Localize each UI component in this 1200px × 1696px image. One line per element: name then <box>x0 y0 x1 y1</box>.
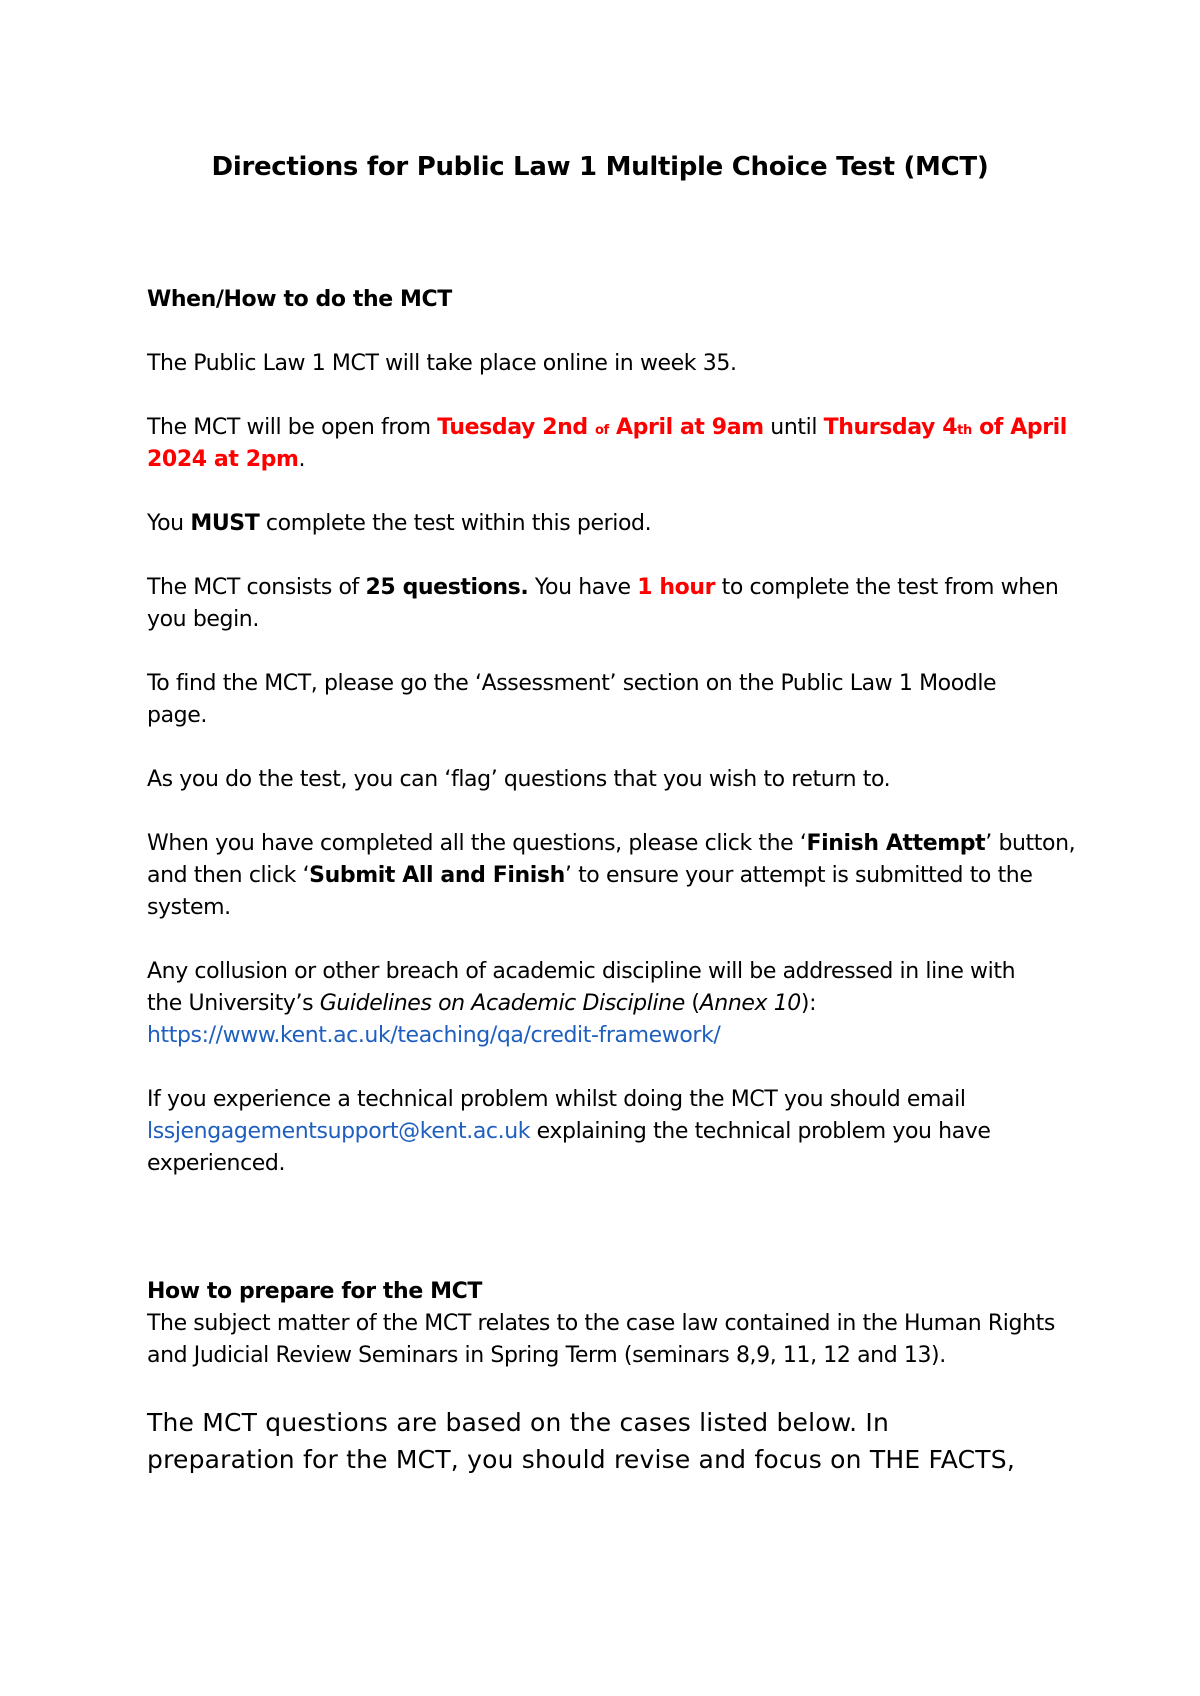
question-count: 25 questions. <box>365 575 529 600</box>
open-date-time: April at 9am <box>608 415 764 440</box>
section-heading-when-how: When/How to do the MCT <box>147 287 452 312</box>
text: ’ to ensure your attempt is submitted to the <box>564 863 1033 888</box>
paragraph-cases-intro: The MCT questions are based on the cases listed below. In <box>147 1408 890 1437</box>
support-email-link[interactable]: lssjengagementsupport@kent.ac.uk <box>147 1119 531 1144</box>
paragraph-collusion-cont <box>147 988 816 1020</box>
paragraph-technical: If you experience a technical problem whilst doing the MCT you should email <box>147 1087 966 1112</box>
close-date-month: of April <box>971 415 1067 440</box>
paragraph-finish-cont <box>147 860 1032 892</box>
text: and then click ‘ <box>147 863 310 888</box>
text: ( <box>684 991 700 1016</box>
paragraph-open-dates-cont <box>147 444 305 476</box>
text: You have <box>528 575 638 600</box>
paragraph-must-complete <box>147 508 651 540</box>
close-date-suffix: th <box>957 423 972 438</box>
text: You <box>147 511 191 536</box>
open-date-of: of <box>594 423 609 438</box>
credit-framework-link[interactable]: https://www.kent.ac.uk/teaching/qa/credit-framework/ <box>147 1023 721 1048</box>
text: The MCT consists of <box>147 575 366 600</box>
paragraph-technical-cont <box>147 1116 991 1148</box>
text: When you have completed all the questions, please click the ‘ <box>147 831 807 856</box>
paragraph-week: The Public Law 1 MCT will take place online in week 35. <box>147 351 737 376</box>
text: explaining the technical problem you have <box>530 1119 991 1144</box>
text: complete the test within this period. <box>259 511 652 536</box>
paragraph-subject-matter: The subject matter of the MCT relates to the case law contained in the Human Rights <box>147 1311 1055 1336</box>
paragraph-technical-cont2: experienced. <box>147 1151 286 1176</box>
paragraph-questions-duration-cont: you begin. <box>147 607 259 632</box>
paragraph-open-dates <box>147 412 1067 447</box>
paragraph-questions-duration <box>147 572 1058 604</box>
text: The MCT will be open from <box>147 415 438 440</box>
submit-all-label: Submit All and Finish <box>309 863 565 888</box>
paragraph-finish <box>147 828 1075 860</box>
text: until <box>763 415 824 440</box>
paragraph-finish-cont2: system. <box>147 895 231 920</box>
text: ): <box>800 991 817 1016</box>
text: the University’s <box>147 991 320 1016</box>
open-date: Tuesday 2nd <box>437 415 595 440</box>
close-date: Thursday 4 <box>823 415 958 440</box>
page-title: Directions for Public Law 1 Multiple Choice Test (MCT) <box>211 152 989 182</box>
guidelines-title: Guidelines on Academic Discipline <box>319 991 685 1016</box>
text: ’ button, <box>985 831 1076 856</box>
annex-ref: Annex 10 <box>699 991 801 1016</box>
text: . <box>298 447 306 472</box>
section-heading-prepare: How to prepare for the MCT <box>147 1279 482 1304</box>
duration: 1 hour <box>637 575 716 600</box>
finish-attempt-label: Finish Attempt <box>806 831 986 856</box>
paragraph-collusion: Any collusion or other breach of academic discipline will be addressed in line with <box>147 959 1016 984</box>
text: to complete the test from when <box>715 575 1059 600</box>
emphasis-must: MUST <box>190 511 260 536</box>
paragraph-find-mct: To find the MCT, please go the ‘Assessment’ section on the Public Law 1 Moodle <box>147 671 997 696</box>
close-date-year-time: 2024 at 2pm <box>147 447 299 472</box>
paragraph-flag: As you do the test, you can ‘flag’ questions that you wish to return to. <box>147 767 891 792</box>
paragraph-cases-intro-cont: preparation for the MCT, you should revise and focus on THE FACTS, <box>147 1445 1015 1474</box>
paragraph-subject-matter-cont: and Judicial Review Seminars in Spring Term (seminars 8,9, 11, 12 and 13). <box>147 1343 946 1368</box>
paragraph-find-mct-cont: page. <box>147 703 207 728</box>
